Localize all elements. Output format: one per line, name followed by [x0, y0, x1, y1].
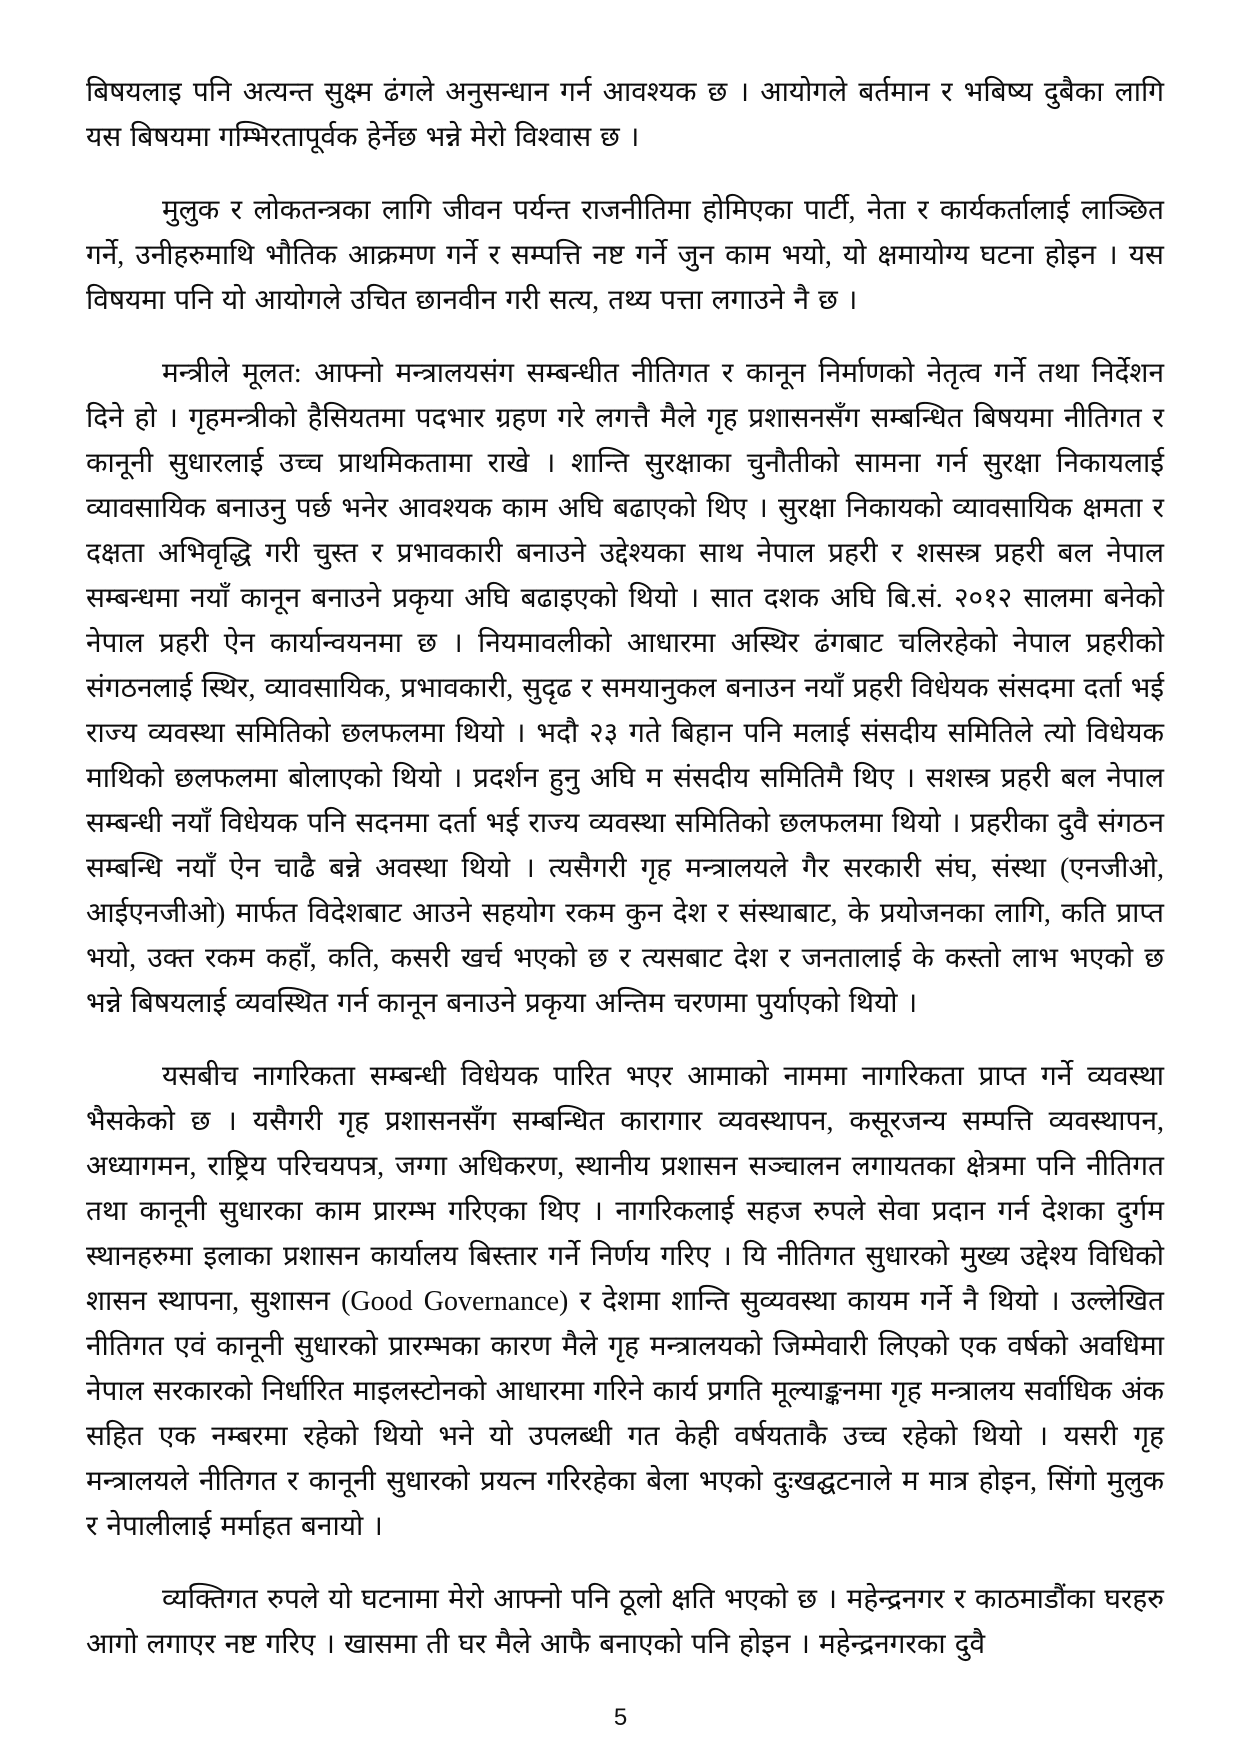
paragraph-1: बिषयलाइ पनि अत्यन्त सुक्ष्म ढंगले अनुसन्धान गर्न आवश्यक छ । आयोगले बर्तमान र भबिष्य दुबैका लागि यस बिषयमा गम्भिरतापूर्वक हेर्नेछ भन्ने मेरो विश्वास छ । [86, 77, 1164, 153]
paragraph-5: व्यक्तिगत रुपले यो घटनामा मेरो आफ्नो पनि ठूलो क्षति भएको छ । महेन्द्रनगर र काठमाडौंका घरहरु आगो लगाएर नष्ट गरिए । खासमा ती घर मैले आफै बनाएको पनि होइन । महेन्द्रनगरका दुवै [86, 1584, 1164, 1660]
paragraph-2: मुलुक र लोकतन्त्रका लागि जीवन पर्यन्त राजनीतिमा होमिएका पार्टी, नेता र कार्यकर्तालाई लाञ्छित गर्ने, उनीहरुमाथि भौतिक आक्रमण गर्ने र सम्पत्ति नष्ट गर्ने जुन काम भयो, यो क्षमायोग्य घटना होइन । यस विषयमा पनि यो आयोगले उचित छानवीन गरी सत्य, तथ्य पत्ता लगाउने नै छ । [86, 195, 1164, 316]
paragraph-4: यसबीच नागरिकता सम्बन्धी विधेयक पारित भएर आमाको नाममा नागरिकता प्राप्त गर्ने व्यवस्था भैसकेको छ । यसैगरी गृह प्रशासनसँग सम्बन्धित कारागार व्यवस्थापन, कसूरजन्य सम्पत्ति व्यवस्थापन, अध्यागमन, राष्ट्रिय परिचयपत्र, जग्गा अधिकरण, स्थानीय प्रशासन सञ्चालन लगायतका क्षेत्रमा पनि नीतिगत तथा कानूनी सुधारका काम प्रारम्भ गरिएका थिए । नागरिकलाई सहज रुपले सेवा प्रदान गर्न देशका दुर्गम स्थानहरुमा इलाका प्रशासन कार्यालय बिस्तार गर्ने निर्णय गरिए । यि नीतिगत सुधारको मुख्य उद्देश्य विधिको शासन स्थापना, सुशासन (Good Governance) र देशमा शान्ति सुव्यवस्था कायम गर्ने नै थियो । उल्लेखित नीतिगत एवं कानूनी सुधारको प्रारम्भका कारण मैले गृह मन्त्रालयको जिम्मेवारी लिएको एक वर्षको अवधिमा नेपाल सरकारको निर्धारित माइलस्टोनको आधारमा गरिने कार्य प्रगति मूल्याङ्कनमा गृह मन्त्रालय सर्वाधिक अंक सहित एक नम्बरमा रहेको थियो भने यो उपलब्धी गत केही वर्षयताकै उच्च रहेको थियो । यसरी गृह मन्त्रालयले नीतिगत र कानूनी सुधारको प्रयत्न गरिरहेका बेला भएको दुःखद्घटनाले म मात्र होइन, सिंगो मुलुक र नेपालीलाई मर्माहत बनायो । [86, 1061, 1164, 1542]
page-number: 5 [613, 1704, 628, 1731]
paragraph-3: मन्त्रीले मूलत: आफ्नो मन्त्रालयसंग सम्बन्धीत नीतिगत र कानून निर्माणको नेतृत्व गर्ने तथा निर्देशन दिने हो । गृहमन्त्रीको हैसियतमा पदभार ग्रहण गरे लगत्तै मैले गृह प्रशासनसँग सम्बन्धित बिषयमा नीतिगत र कानूनी सुधारलाई उच्च प्राथमिकतामा राखे । शान्ति सुरक्षाका चुनौतीको सामना गर्न सुरक्षा निकायलाई व्यावसायिक बनाउनु पर्छ भनेर आवश्यक काम अघि बढाएको थिए । सुरक्षा निकायको व्यावसायिक क्षमता र दक्षता अभिवृद्धि गरी चुस्त र प्रभावकारी बनाउने उद्देश्यका साथ नेपाल प्रहरी र शसस्त्र प्रहरी बल नेपाल सम्बन्धमा नयाँ कानून बनाउने प्रकृया अघि बढाइएको थियो । सात दशक अघि बि.सं. २०१२ सालमा बनेको नेपाल प्रहरी ऐन कार्यान्वयनमा छ । नियमावलीको आधारमा अस्थिर ढंगबाट चलिरहेको नेपाल प्रहरीको संगठनलाई स्थिर, व्यावसायिक, प्रभावकारी, सुदृढ र समयानुकल बनाउन नयाँ प्रहरी विधेयक संसदमा दर्ता भई राज्य व्यवस्था समितिको छलफलमा थियो । भदौ २३ गते बिहान पनि मलाई संसदीय समितिले त्यो विधेयक माथिको छलफलमा बोलाएको थियो । प्रदर्शन हुनु अघि म संसदीय समितिमै थिए । सशस्त्र प्रहरी बल नेपाल सम्बन्धी नयाँ विधेयक पनि सदनमा दर्ता भई राज्य व्यवस्था समितिको छलफलमा थियो । प्रहरीका दुवै संगठन सम्बन्धि नयाँ ऐन चाढै बन्ने अवस्था थियो । त्यसैगरी गृह मन्त्रालयले गैर सरकारी संघ, संस्था (एनजीओ, आईएनजीओ) मार्फत विदेशबाट आउने सहयोग रकम कुन देश र संस्थाबाट, के प्रयोजनका लागि, कति प्राप्त भयो, उक्त रकम कहाँ, कति, कसरी खर्च भएको छ र त्यसबाट देश र जनतालाई के कस्तो लाभ भएको छ भन्ने बिषयलाई व्यवस्थित गर्न कानून बनाउने प्रकृया अन्तिम चरणमा पुर्याएको थियो । [86, 358, 1164, 1019]
text-block [86, 70, 1164, 1695]
